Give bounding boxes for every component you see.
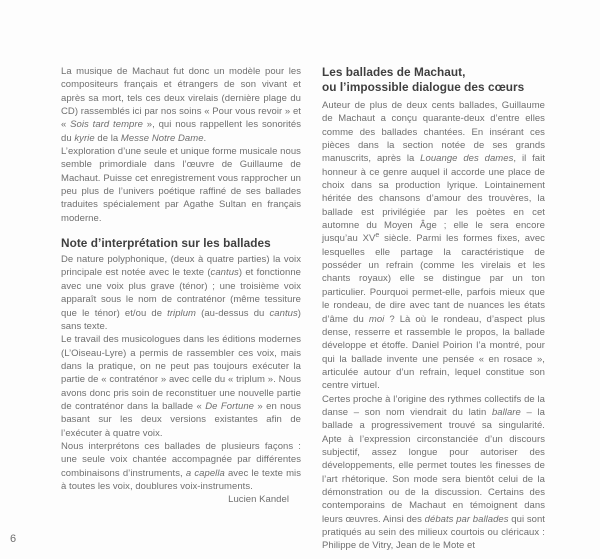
text-run: de la bbox=[94, 132, 121, 144]
section-heading: Note d’interprétation sur les ballades bbox=[61, 236, 271, 251]
text-run: » en nous basant sur les deux versions existantes afin de l’exécuter à quatre voix. bbox=[61, 400, 301, 439]
text-run: , il fait honneur à ce genre auquel il accorde une place de choix dans sa production lyrique. Lointainement héritée des chansons d’amour des trouvères, la ballade est privilégiée par les poètes en cet automne du Moyen Âge ; elle le sera encore jusqu’au XV bbox=[322, 153, 545, 245]
page-number: 6 bbox=[10, 533, 17, 545]
text-run: Le travail des musicologues dans les éditions modernes (L’Oiseau-Lyre) a permis de rassembler ces voix, mais dans la pratique, on ne peut pas toujours exécuter la partie de « contraténor » avec celle du « triplum ». Nous avons donc pris soin de reconstituer une nouvelle partie de contraténor dans la ballade « bbox=[61, 334, 301, 412]
text-run: moi bbox=[368, 313, 385, 325]
text-run: De Fortune bbox=[205, 400, 254, 412]
text-run: De nature polyphonique, (deux à quatre parties) la voix principale est notée avec le texte ( bbox=[61, 254, 301, 279]
text-run: Auteur de plus de deux cents ballades, Guillaume de Machaut a conçu quarante-deux d’entre elles comme des ballades chantées. En insérant ces pièces dans la section notée de ses grands manuscrits, après la bbox=[322, 100, 545, 165]
text-run: Messe Notre Dame bbox=[120, 132, 204, 144]
paragraph bbox=[322, 393, 545, 553]
text-run: », qui nous rappellent les sonorités du bbox=[61, 119, 301, 144]
paragraph bbox=[61, 65, 301, 145]
paragraph bbox=[61, 333, 301, 440]
text-run: débats par ballades bbox=[424, 513, 509, 525]
text-run: Certes proche à l’origine des rythmes collectifs de la danse – son nom viendrait du latin bbox=[322, 393, 545, 418]
text-run: L’exploration d’une seule et unique forme musicale nous semble primordiale dans l’œuvre de Guillaume de Machaut. Puisse cet enregistrement vous rapprocher un peu plus de l’univers poétique raffiné de ses ballades traduites spécialement par Agathe Sultan en français moderne. bbox=[61, 146, 301, 224]
paragraph bbox=[61, 440, 301, 493]
text-run: kyrie bbox=[74, 132, 95, 144]
right-column-body bbox=[322, 99, 545, 553]
text-run: – la ballade a progressivement trouvé sa singularité. Apte à l’expression circonstanciée d’un discours subjectif, assez longue pour autoriser des développements, elle permet toutes les finesses de l’art rhétorique. Son mode sera bientôt celui de la démonstration ou de la discussion. Certains des contemporains de Machaut en témoignent dans leurs œuvres. Ainsi des bbox=[322, 406, 545, 525]
text-run: Louange des dames bbox=[420, 153, 514, 165]
article-title bbox=[322, 65, 545, 95]
text-run: (au-dessus du bbox=[196, 307, 270, 319]
text-run: cantus bbox=[269, 307, 298, 319]
text-columns bbox=[61, 65, 545, 553]
text-run: cantus bbox=[210, 267, 239, 279]
text-run: a capella bbox=[185, 467, 225, 479]
paragraph bbox=[322, 99, 545, 393]
article-title-line-1: Les ballades de Machaut, bbox=[322, 65, 466, 79]
text-run: Nous interprétons ces ballades de plusieurs façons : une seule voix chantée accompagnée par différentes combinaisons d’instruments, bbox=[61, 440, 301, 479]
article-title-line-2: ou l’impossible dialogue des cœurs bbox=[322, 80, 525, 94]
text-run: ? Là où le rondeau, d’aspect plus dense, resserre et rassemble le propos, la ballade développe et étoffe. Daniel Poirion l’a montré, pour qui la ballade invente une pensée « en rosace », articulée autour d’un refrain, lequel constitue son centre virtuel. bbox=[322, 313, 545, 392]
text-run: La musique de Machaut fut donc un modèle pour les compositeurs français et étrangers de son vivant et après sa mort, tels ces deux virelais (dernière plage du CD) rassemblés ici par nos soins « Pour vous revoir » et « bbox=[61, 66, 301, 131]
text-run: Sois tard tempre bbox=[70, 119, 143, 131]
text-run: ) et fonctionne avec une voix plus grave (ténor) ; une troisième voix apparaît sous le nom de contraténor (même tessiture que le ténor) et/ou de bbox=[61, 267, 301, 319]
text-run: . bbox=[203, 132, 207, 144]
text-run: qui sont pratiqués au sein des milieux courtois ou cléricaux : Philippe de Vitry, Jean de le Mote et bbox=[322, 513, 545, 552]
signature: Lucien Kandel bbox=[228, 494, 289, 506]
paragraph bbox=[61, 145, 301, 225]
text-run: e bbox=[375, 232, 380, 240]
text-run: siècle. Parmi les formes fixes, avec lesquelles elle partage la caractéristique de posséder un refrain (comme les virelais et les chants royaux) elle se distingue par un ton particulier. Pourquoi permet-elle, parfois mieux que le rondeau, de dire avec tant de nuances les états d’âme du bbox=[322, 233, 545, 325]
left-column bbox=[61, 65, 301, 553]
right-column bbox=[322, 65, 545, 553]
text-run: triplum bbox=[167, 307, 197, 319]
paragraph bbox=[61, 253, 301, 333]
text-run: ) sans texte. bbox=[61, 307, 301, 332]
text-run: ballare bbox=[491, 406, 521, 418]
text-run: avec le texte mis à toutes les voix, doublures voix-instruments. bbox=[61, 467, 301, 492]
